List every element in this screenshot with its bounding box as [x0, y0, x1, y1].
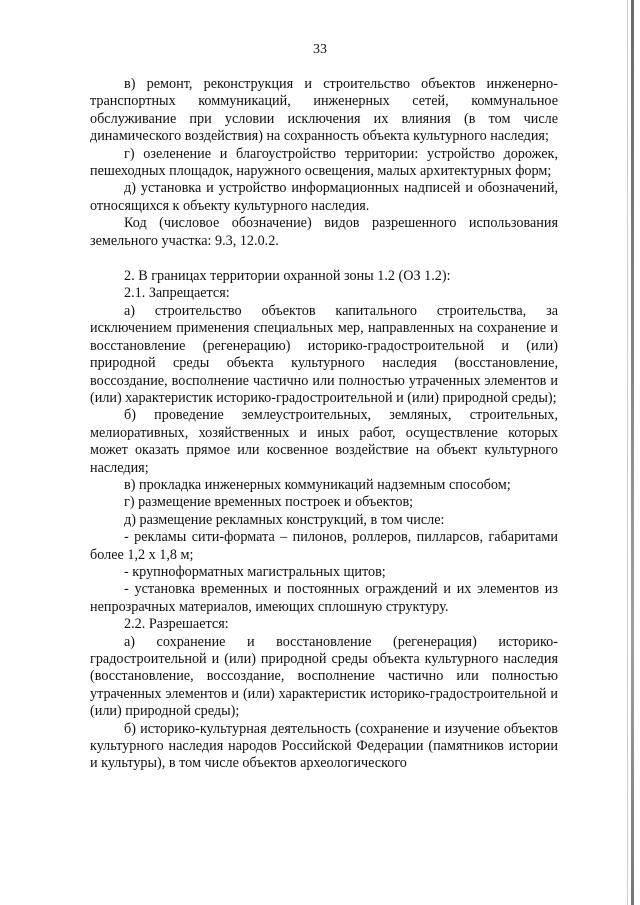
paragraph-d-advertising: д) размещение рекламных конструкций, в том числе:	[124, 511, 445, 528]
page-number: 33	[313, 42, 327, 57]
paragraph-g-landscaping: г) озеленение и благоустройство территории: устройство дорожек, пешеходных площадок, наружного освещения, малых архитектурных форм;	[90, 145, 558, 180]
paragraph-v-utilities: в) прокладка инженерных коммуникаций надземным способом;	[124, 476, 511, 493]
paragraph-a-construction: а) строительство объектов капитального строительства, за исключением применения специальных мер, направленных на сохранение и восстановление (регенерацию) историко-градостроительной и (или) природной среды объекта культурного наследия (восстановление, воссоздание, восполнение частично или полностью утраченных элементов и (или) характеристик историко-градостроительной и (или) природной среды);	[90, 302, 558, 406]
paragraph-d-signage: д) установка и устройство информационных надписей и обозначений, относящихся к объекту культурного наследия.	[90, 180, 558, 214]
list-item-billboards: - крупноформатных магистральных щитов;	[124, 563, 386, 580]
list-item-fences: - установка временных и постоянных ограждений и их элементов из непрозрачных материалов, имеющих сплошную структуру.	[90, 581, 558, 615]
section-heading-2: 2. В границах территории охранной зоны 1.2 (ОЗ 1.2):	[124, 268, 451, 285]
document-body	[90, 76, 558, 773]
subsection-heading-2-1: 2.1. Запрещается:	[124, 285, 230, 302]
list-item-city-format: - рекламы сити-формата – пилонов, роллеров, пилларсов, габаритами более 1,2 х 1,8 м;	[90, 529, 558, 563]
scan-edge-shadow	[631, 0, 634, 905]
scan-edge-line	[627, 0, 628, 905]
paragraph-g-temporary-buildings: г) размещение временных построек и объектов;	[124, 494, 414, 511]
paragraph-b-works: б) проведение землеустроительных, земляных, строительных, мелиоративных, хозяйственных и иных работ, осуществление которых может оказать прямое или косвенное воздействие на объект культурного наследия;	[90, 407, 558, 476]
paragraph-b-cultural-activity: б) историко-культурная деятельность (сохранение и изучение объектов культурного наследия народов Российской Федерации (памятников истории и культуры), в том числе объектов археологического	[90, 720, 558, 772]
subsection-heading-2-2: 2.2. Разрешается:	[124, 616, 229, 633]
paragraph-v-repair: в) ремонт, реконструкция и строительство объектов инженерно-транспортных коммуникаций, инженерных сетей, коммунальное обслуживание при условии исключения их влияния (в том числе динамического воздействия) на сохранность объекта культурного наследия;	[90, 76, 558, 145]
paragraph-land-use-code: Код (числовое обозначение) видов разрешенного использования земельного участка: 9.3, 12.0.2.	[90, 215, 558, 249]
paragraph-a-preservation: а) сохранение и восстановление (регенерация) историко-градостроительной и (или) природной среды объекта культурного наследия (восстановление, воссоздание, восполнение частично или полностью утраченных элементов и (или) характеристик историко-градостроительной и (или) природной среды);	[90, 633, 558, 720]
